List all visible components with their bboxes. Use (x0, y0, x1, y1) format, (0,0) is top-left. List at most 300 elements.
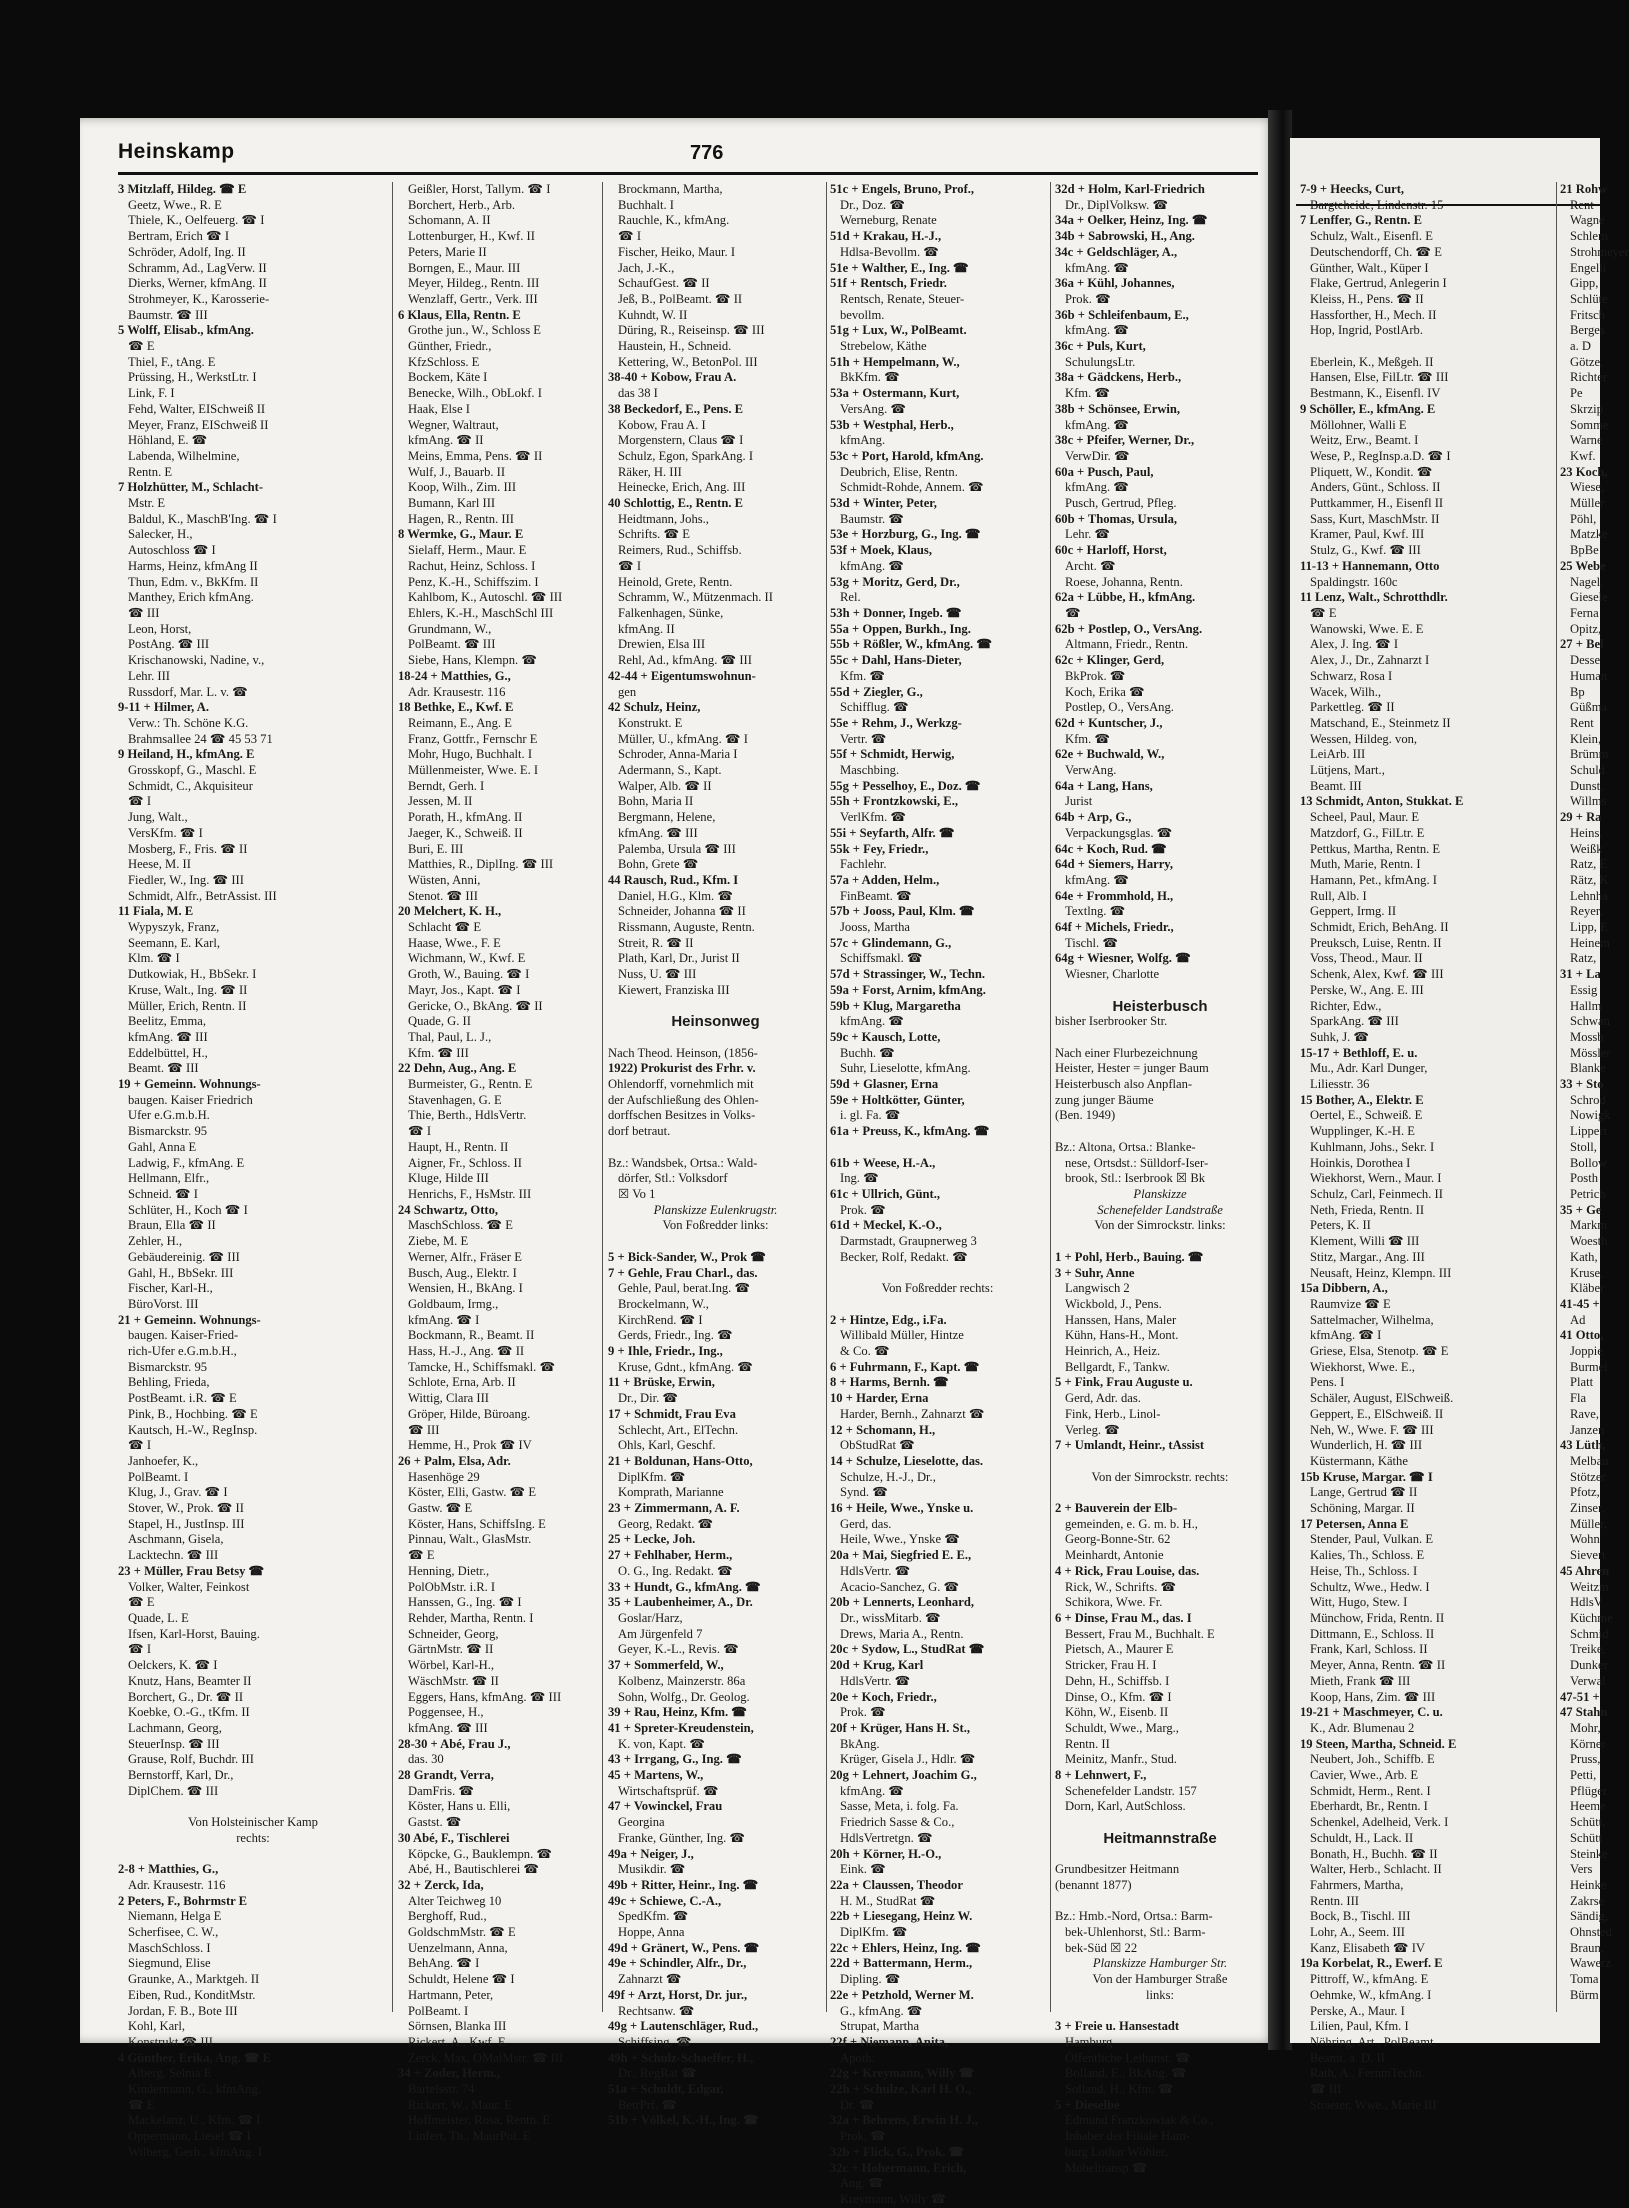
directory-line: 11 Lenz, Walt., Schrotthdlr. (1300, 590, 1448, 605)
directory-line: 23 Koch, (1560, 464, 1608, 479)
directory-line: MaschSchloss. I (128, 1940, 211, 1955)
directory-line: Goldbaum, Irmg., (408, 1296, 499, 1311)
directory-line: 42-44 + Eigentumswohnun- (608, 668, 756, 683)
directory-line: Wilberg, Gerh., kfmAng. I (128, 2144, 262, 2159)
directory-line: Gastst. ☎ (408, 1815, 462, 1830)
directory-line: Strohmeyer, K., Karosserie- (128, 291, 270, 306)
directory-line: Bonath, H., Buchh. ☎ II (1310, 1846, 1438, 1861)
directory-line: 55f + Schmidt, Herwig, (830, 747, 955, 762)
directory-line: 51a + Schuldt, Edgar, (608, 2082, 724, 2097)
directory-line: ☎ III (1310, 2082, 1342, 2097)
directory-line: Rave, (1570, 1406, 1600, 1421)
directory-line: 5 + Bick-Sander, W., Prok ☎ (608, 1249, 766, 1264)
directory-line: i. gl. Fa. ☎ (840, 1108, 901, 1123)
directory-line: 6 Klaus, Ella, Rentn. E (398, 307, 521, 322)
directory-line: 4 + Rick, Frau Louise, das. (1055, 1563, 1200, 1578)
directory-line: Griese, Elsa, Stenotp. ☎ E (1310, 1344, 1449, 1359)
directory-column-3 (608, 182, 823, 2128)
directory-line: Labenda, Wilhelmine, (128, 448, 240, 463)
directory-line: bek-Uhlenhorst, Stl.: Barm- (1065, 1925, 1206, 1940)
directory-line: Eddelbüttel, H., (128, 1045, 208, 1060)
directory-line: Köpcke, G., Bauklempn. ☎ (408, 1846, 553, 1861)
directory-line: 59b + Klug, Margaretha (830, 998, 961, 1013)
directory-line: Ohlendorff, vornehmlich mit (608, 1077, 754, 1092)
directory-line: Bargteheide, Lindenstr. 15 (1310, 197, 1444, 212)
directory-line: 7 + Umlandt, Heinr., tAssist (1055, 1438, 1205, 1453)
directory-line: Poggensee, H., (408, 1705, 484, 1720)
directory-line: 17 + Schmidt, Frau Eva (608, 1406, 736, 1421)
directory-line: Human (1570, 668, 1608, 683)
directory-line (118, 1799, 388, 1815)
directory-line: Koop, Hans, Zim. ☎ III (1310, 1689, 1436, 1704)
directory-line: 45 Ahren (1560, 1563, 1610, 1578)
directory-line: 20e + Koch, Friedr., (830, 1689, 937, 1704)
directory-line: Sass, Kurt, MaschMstr. II (1310, 511, 1440, 526)
directory-line: (Ben. 1949) (1055, 1108, 1116, 1123)
directory-line: Toma (1570, 1972, 1599, 1987)
directory-line: 47 Stahn (1560, 1705, 1608, 1720)
page-number: 776 (690, 142, 724, 164)
directory-line: Meins, Emma, Pens. ☎ II (408, 448, 543, 463)
directory-line: Schröder, Adolf, Ing. II (128, 244, 246, 259)
running-title: Heinskamp (118, 140, 235, 163)
directory-line: Mackelanz, U., Kfm. ☎ I (128, 2113, 261, 2128)
directory-line: Braun, Ella ☎ II (128, 1218, 216, 1233)
directory-line: 31 + La (1560, 967, 1601, 982)
directory-line: Gehle, Paul, berat.Ing. ☎ (618, 1281, 751, 1296)
directory-line: Salecker, H., (128, 527, 193, 542)
directory-line: Schmid (1570, 1626, 1609, 1641)
directory-line: Hemme, H., Prok ☎ IV (408, 1438, 532, 1453)
directory-line: 36a + Kühl, Johannes, (1055, 276, 1175, 291)
directory-line: Baumstr. ☎ III (128, 307, 208, 322)
directory-line: 51d + Krakau, H.-J., (830, 229, 942, 244)
directory-line: Mosberg, F., Fris. ☎ II (128, 841, 248, 856)
directory-line: Kanz, Elisabeth ☎ IV (1310, 1940, 1426, 1955)
directory-line: 9 Heiland, H., kfmAng. E (118, 747, 255, 762)
directory-line: Schiffsing. ☎ (618, 2034, 692, 2049)
directory-line: Rath, A., FernmTechn. (1310, 2066, 1425, 2081)
directory-line: Burmei (1570, 1359, 1608, 1374)
directory-line (608, 1140, 823, 1156)
directory-line: Gericke, O., BkAng. ☎ II (408, 998, 543, 1013)
directory-line: 22d + Battermann, Herm., (830, 1956, 973, 1971)
directory-line: Möllohner, Walli E (1310, 417, 1407, 432)
directory-line: Kobow, Frau A. I (618, 417, 706, 432)
directory-line: 22g + Kreymann, Willy ☎ (830, 2066, 975, 2081)
directory-line: Wörbel, Karl-H., (408, 1658, 495, 1673)
directory-line: kfmAng. ☎ (1065, 872, 1129, 887)
directory-line: kfmAng. ☎ (1065, 417, 1129, 432)
directory-line: Prok. ☎ (840, 2129, 886, 2144)
directory-line: G., kfmAng. ☎ (840, 2003, 923, 2018)
directory-line: Dittmann, E., Schloss. II (1310, 1626, 1435, 1641)
directory-line: Ufer e.G.m.b.H. (128, 1108, 210, 1123)
directory-line: Ang. ☎ (840, 2176, 884, 2191)
directory-line: kfmAng. ☎ II (408, 433, 484, 448)
directory-line: KfzSchloss. E (408, 354, 480, 369)
directory-line: Steinke (1570, 1846, 1608, 1861)
directory-column-5 (1055, 182, 1265, 2175)
directory-line: Von der Simrockstr. links: (1094, 1218, 1226, 1233)
directory-line: VerlKfm. ☎ (840, 810, 907, 825)
directory-line: Meinitz, Manfr., Stud. (1065, 1752, 1177, 1767)
directory-line (830, 1266, 1045, 1282)
directory-line: Autoschloss ☎ I (128, 543, 216, 558)
directory-line: Hassforther, H., Mech. II (1310, 307, 1437, 322)
directory-line: 18 Bethke, E., Kwf. E (398, 700, 514, 715)
directory-line: Schlüter, H., Koch ☎ I (128, 1202, 248, 1217)
directory-line: Bellgardt, F., Tankw. (1065, 1359, 1170, 1374)
directory-line: Pinnau, Walt., GlasMstr. (408, 1532, 532, 1547)
directory-line: SchulungsLtr. (1065, 354, 1136, 369)
directory-line: Heinsonweg (671, 1013, 760, 1031)
directory-line: Jeß, B., PolBeamt. ☎ II (618, 291, 743, 306)
directory-line: Franke, Günther, Ing. ☎ (618, 1830, 746, 1845)
directory-line: Rent (1570, 715, 1594, 730)
directory-line: Neubert, Joh., Schiffb. E (1310, 1752, 1435, 1767)
directory-line: Dierks, Werner, kfmAng. II (128, 276, 267, 291)
directory-line: Eink. ☎ (840, 1862, 886, 1877)
directory-line: Dr., DiplVolksw. ☎ (1065, 197, 1169, 212)
directory-line: Stender, Paul, Vulkan. E (1310, 1532, 1434, 1547)
directory-line: 44 Rausch, Rud., Kfm. I (608, 872, 739, 887)
directory-line: Von Holsteinischer Kamp (188, 1815, 318, 1830)
directory-line: 51e + Walther, E., Ing. ☎ (830, 260, 969, 275)
directory-line: Kohl, Karl, (128, 2019, 186, 2034)
directory-line: Gerds, Friedr., Ing. ☎ (618, 1328, 733, 1343)
directory-line: Hallm (1570, 998, 1602, 1013)
directory-line: Wenzlaff, Gertr., Verk. III (408, 291, 538, 306)
directory-line: Wirtschaftsprüf. ☎ (618, 1783, 719, 1798)
directory-line: Synd. ☎ (840, 1485, 888, 1500)
directory-line: Schmidt, Herm., Rent. I (1310, 1783, 1431, 1798)
directory-line: Nuss, U. ☎ III (618, 967, 697, 982)
directory-line: Bockem, Käte I (408, 370, 488, 385)
directory-line: Schneider, Johanna ☎ II (618, 904, 746, 919)
directory-line: Richter (1570, 370, 1608, 385)
directory-line: 59c + Kausch, Lotte, (830, 1029, 941, 1044)
directory-line: Hanssen, G., Ing. ☎ I (408, 1595, 522, 1610)
directory-line: Eiben, Rud., KonditMstr. (128, 1987, 256, 2002)
directory-line: Anders, Günt., Schloss. II (1310, 480, 1441, 495)
directory-line: 53f + Moek, Klaus, (830, 543, 932, 558)
directory-line: 55b + Rößler, W., kfmAng. ☎ (830, 637, 993, 652)
directory-line: Kfm. ☎ III (408, 1045, 469, 1060)
directory-line: Reyer, (1570, 904, 1603, 919)
directory-line: 5 + Dieselbe (1055, 2097, 1120, 2112)
directory-line: Heile, Wwe., Ynske ☎ (840, 1532, 960, 1547)
directory-line (1055, 1847, 1265, 1863)
directory-line: 60c + Harloff, Horst, (1055, 543, 1167, 558)
directory-line: Schuldt, Wwe., Marg., (1065, 1720, 1179, 1735)
directory-line: Buchhalt. I (618, 197, 674, 212)
directory-line: bek-Süd ☒ 22 (1065, 1940, 1138, 1955)
directory-line: Janhoefer, K., (128, 1453, 199, 1468)
directory-line: Geetz, Wwe., R. E (128, 197, 222, 212)
directory-line: Braun, (1570, 1940, 1604, 1955)
directory-line: 53d + Winter, Peter, (830, 496, 937, 511)
directory-line: Solland, H., Kfm. ☎ (1065, 2082, 1174, 2097)
directory-line (608, 1030, 823, 1046)
directory-line: Bertram, Erich ☎ I (128, 229, 230, 244)
directory-line: Oelckers, K. ☎ I (128, 1658, 218, 1673)
directory-line: Geyer, K.-L., Revis. ☎ (618, 1642, 739, 1657)
directory-line: Groth, W., Bauing. ☎ I (408, 967, 530, 982)
directory-line: BetrPrf. ☎ (618, 2097, 678, 2112)
directory-line: WäschMstr. ☎ II (408, 1673, 499, 1688)
directory-line: Adr. Krausestr. 116 (408, 684, 506, 699)
directory-line: Harms, Heinz, kfmAng II (128, 558, 258, 573)
directory-line: Koebke, O.-G., tKfm. II (128, 1705, 250, 1720)
directory-line: Bessert, Frau M., Buchhalt. E (1065, 1626, 1215, 1641)
directory-line: 43 Lüth, (1560, 1438, 1606, 1453)
directory-line: Leon, Horst, (128, 621, 192, 636)
directory-line: Prüssing, H., WerkstLtr. I (128, 370, 257, 385)
directory-line: Kfm. ☎ (1065, 731, 1111, 746)
directory-line: Schenkel, Adelheid, Verk. I (1310, 1815, 1449, 1830)
directory-line: 64g + Wiesner, Wolfg. ☎ (1055, 951, 1191, 966)
directory-line: HdlsVertretgn. ☎ (840, 1830, 933, 1845)
directory-line: 64e + Frommhold, H., (1055, 888, 1174, 903)
directory-line: 36c + Puls, Kurt, (1055, 339, 1146, 354)
directory-line: Werner, Alfr., Fräser E (408, 1249, 522, 1264)
directory-line: Münchow, Frida, Rentn. II (1310, 1610, 1445, 1625)
directory-line: 22 Dehn, Aug., Ang. E (398, 1061, 517, 1076)
directory-line: Pusch, Gertrud, Pfleg. (1065, 496, 1177, 511)
directory-line: Schrifts. ☎ E (618, 527, 691, 542)
directory-line: 32a + Behrens, Erwin H. J., (830, 2113, 978, 2128)
directory-line: K., Adr. Blumenau 2 (1310, 1720, 1415, 1735)
directory-line: Kuhlmann, Johs., Sekr. I (1310, 1139, 1435, 1154)
directory-line: Schmidt, C., Akquisiteur (128, 778, 253, 793)
directory-line: ☎ I (408, 1124, 432, 1139)
directory-line: SparkAng. ☎ III (1310, 1014, 1399, 1029)
directory-line: Fehd, Walter, EISchweiß II (128, 401, 266, 416)
directory-line: kfmAng. ☎ (840, 1014, 904, 1029)
directory-line: Wese, P., RegInsp.a.D. ☎ I (1310, 448, 1451, 463)
directory-line: Bartelsstr. 74 (408, 2082, 475, 2097)
directory-line: 25 Webe (1560, 558, 1606, 573)
directory-line: 55h + Frontzkowski, E., (830, 794, 959, 809)
directory-line: (benannt 1877) (1055, 1877, 1132, 1892)
directory-line: Eberlein, K., Meßgeh. II (1310, 354, 1434, 369)
directory-line: Tamcke, H., Schiffsmakl. ☎ (408, 1359, 556, 1374)
directory-line: Thal, Paul, L. J., (408, 1029, 492, 1044)
directory-line: 23 + Müller, Frau Betsy ☎ (118, 1563, 265, 1578)
directory-line: Falkenhagen, Sünke, (618, 605, 724, 620)
directory-line: Suhr, Lieselotte, kfmAng. (840, 1061, 971, 1076)
directory-line: Jordan, F. B., Bote III (128, 2003, 238, 2018)
directory-line: Acacio-Sanchez, G. ☎ (840, 1579, 960, 1594)
directory-line: kfmAng. ☎ I (1310, 1328, 1382, 1343)
directory-line: Fischer, Heiko, Maur. I (618, 244, 736, 259)
directory-line: Schlüte (1570, 291, 1608, 306)
directory-line: & Co. ☎ (840, 1344, 890, 1359)
directory-line: Grundmann, W., (408, 621, 492, 636)
directory-line: 53b + Westphal, Herb., (830, 417, 954, 432)
directory-line: Schenk, Alex, Kwf. ☎ III (1310, 967, 1444, 982)
directory-line: Geppert, E., ElSchweiß. II (1310, 1406, 1444, 1421)
directory-line: Henning, Dietr., (408, 1563, 490, 1578)
directory-line: Blanke (1570, 1061, 1606, 1076)
directory-line: Zinser, (1570, 1501, 1605, 1516)
directory-line: 27 + Bel (1560, 637, 1604, 652)
directory-line: Nöhring, Art., PolBeamt. (1310, 2034, 1437, 2049)
directory-line: Öffentliche Leihanst. ☎ (1065, 2050, 1191, 2065)
directory-line: Perske, A., Maur. I (1310, 2003, 1405, 2018)
directory-line: Oertel, E., Schweiß. E (1310, 1108, 1423, 1123)
directory-line: Schuld (1570, 763, 1605, 778)
directory-line: Schlecht, Art., ElTechn. (618, 1422, 739, 1437)
directory-line: Meyer, Anna, Rentn. ☎ II (1310, 1658, 1446, 1673)
directory-line (1055, 983, 1265, 999)
directory-line: Wiekhorst, Wern., Maur. I (1310, 1171, 1442, 1186)
directory-line: PolBeamt. ☎ III (408, 637, 496, 652)
directory-line: Matthies, R., DiplIng. ☎ III (408, 857, 554, 872)
directory-line: Von Foßredder rechts: (881, 1281, 994, 1296)
directory-line: Darmstadt, Graupnerweg 3 (840, 1234, 977, 1249)
directory-line: Lohr, A., Seem. III (1310, 1925, 1405, 1940)
directory-line: Uenzelmann, Anna, (408, 1940, 508, 1955)
directory-line: Schmidt, Alfr., BetrAssist. III (128, 888, 277, 903)
directory-line (830, 1140, 1045, 1156)
directory-line: der Aufschließung des Ohlen- (608, 1092, 759, 1107)
directory-line: Sievert (1570, 1548, 1606, 1563)
directory-line: Alex, J. Ing. ☎ I (1310, 637, 1399, 652)
directory-line: Eberhardt, Br., Rentn. I (1310, 1799, 1428, 1814)
directory-line: 59e + Holtkötter, Günter, (830, 1092, 965, 1107)
directory-line: Baldul, K., MaschB'Ing. ☎ I (128, 511, 277, 526)
directory-line: Kfm. ☎ (1065, 386, 1111, 401)
directory-line: Ad (1570, 1312, 1586, 1327)
directory-line: Rauchle, K., kfmAng. (618, 213, 730, 228)
directory-line: Verpackungsglas. ☎ (1065, 825, 1173, 840)
directory-line: Woesth (1570, 1234, 1608, 1249)
directory-line: Bp (1570, 684, 1585, 699)
directory-line: Dinse, O., Kfm. ☎ I (1065, 1689, 1172, 1704)
directory-line: Weitzm (1570, 1579, 1609, 1594)
directory-line: Sohn, Wolfg., Dr. Geolog. (618, 1689, 750, 1704)
directory-line: Hartmann, Peter, (408, 1987, 494, 2002)
directory-line: Müller, (1570, 1516, 1607, 1531)
directory-line: 15a Dibbern, A., (1300, 1281, 1388, 1296)
directory-line: Lacktechn. ☎ III (128, 1548, 219, 1563)
directory-line: 49f + Arzt, Horst, Dr. jur., (608, 1987, 748, 2002)
directory-line: Rentn. E (128, 464, 173, 479)
directory-line: 1922) Prokurist des Frhr. v. (608, 1061, 756, 1076)
directory-line: 64b + Arp, G., (1055, 810, 1132, 825)
directory-line: Heinold, Grete, Rentn. (618, 574, 733, 589)
directory-line: Haustein, H., Schneid. (618, 339, 732, 354)
directory-line: Wulf, J., Bauarb. II (408, 464, 506, 479)
directory-line: Vertr. ☎ (840, 731, 887, 746)
directory-line: PolBeamt. I (408, 2003, 469, 2018)
directory-line: Knutz, Hans, Beamter II (128, 1673, 252, 1688)
directory-line: Eggers, Hans, kfmAng. ☎ III (408, 1689, 562, 1704)
directory-line: Link, F. I (128, 386, 175, 401)
directory-line: Kolbenz, Mainzerstr. 86a (618, 1673, 746, 1688)
directory-line: VersKfm. ☎ I (128, 825, 203, 840)
directory-line: Gerd, das. (840, 1516, 892, 1531)
directory-line: rich-Ufer e.G.m.b.H., (128, 1344, 237, 1359)
directory-line: Gastw. ☎ E (408, 1501, 473, 1516)
directory-line: Hoinkis, Dorothea I (1310, 1155, 1411, 1170)
directory-line: Müller, U., kfmAng. ☎ I (618, 731, 748, 746)
directory-line: Scheel, Paul, Maur. E (1310, 810, 1420, 825)
directory-line: bevollm. (840, 307, 885, 322)
directory-line: 22b + Liesegang, Heinz W. (830, 1909, 973, 1924)
directory-line: 28 Grandt, Verra, (398, 1768, 494, 1783)
directory-line: Thie, Berth., HdlsVertr. (408, 1108, 527, 1123)
directory-line: 3 + Freie u. Hansestadt (1055, 2019, 1180, 2034)
directory-line: 22e + Petzhold, Werner M. (830, 1987, 974, 2002)
directory-line: Volker, Walter, Feinkost (128, 1579, 250, 1594)
directory-line: Abé, H., Bautischlerei ☎ (408, 1862, 540, 1877)
directory-line: Meinhardt, Antonie (1065, 1548, 1164, 1563)
directory-line: 20b + Lennerts, Leonhard, (830, 1595, 974, 1610)
directory-line: ☎ III (128, 605, 160, 620)
directory-line: Schmidt, Erich, BehAng. II (1310, 920, 1449, 935)
directory-line: Wegner, Waltraut, (408, 417, 499, 432)
directory-line: ☎ E (128, 2097, 155, 2112)
directory-line: Thun, Edm. v., BkKfm. II (128, 574, 259, 589)
directory-line: Köhn, W., Eisenb. II (1065, 1705, 1169, 1720)
directory-line: 2-8 + Matthies, G., (118, 1862, 219, 1877)
directory-line: Kruse, Walt., Ing. ☎ II (128, 982, 248, 997)
directory-line: Ferna (1570, 605, 1599, 620)
directory-line: 11 Fiala, M. E (118, 904, 194, 919)
directory-line: Haupt, H., Rentn. II (408, 1139, 509, 1154)
directory-line: das 38 I (618, 386, 658, 401)
directory-line: Nach Theod. Heinson, (1856- (608, 1045, 758, 1060)
directory-line: Drewien, Elsa III (618, 637, 706, 652)
directory-line: Graunke, A., Marktgeh. II (128, 1972, 260, 1987)
directory-line: Planskizze Eulenkrugstr. (653, 1202, 778, 1217)
directory-line: Verleg. ☎ (1065, 1422, 1120, 1437)
directory-line: Dr. ☎ (840, 2097, 875, 2112)
directory-line: 55c + Dahl, Hans-Dieter, (830, 653, 962, 668)
directory-line: Heinrich, A., Heiz. (1065, 1344, 1161, 1359)
directory-line: Pink, B., Hochbing. ☎ E (128, 1406, 258, 1421)
directory-line: Bolland, E., BkAng. ☎ (1065, 2066, 1187, 2081)
directory-line: baugen. Kaiser Friedrich (128, 1092, 253, 1107)
directory-line: Körner (1570, 1736, 1606, 1751)
directory-line: Brümm (1570, 747, 1609, 762)
directory-line: Stenot. ☎ III (408, 888, 478, 903)
directory-line: Planskizze (1133, 1187, 1187, 1201)
directory-line: MaschSchloss. ☎ E (408, 1218, 513, 1233)
directory-line: 47-51 + (1560, 1689, 1600, 1704)
directory-line: BpBe (1570, 543, 1599, 558)
directory-line: Lehr. III (128, 668, 170, 683)
directory-line: Posth (1570, 1171, 1598, 1186)
directory-line: 62a + Lübbe, H., kfmAng. (1055, 590, 1196, 605)
directory-line: 41 Otto, (1560, 1328, 1604, 1343)
directory-line: 19-21 + Maschmeyer, C. u. (1300, 1705, 1443, 1720)
directory-line: Liliesstr. 36 (1310, 1077, 1370, 1092)
directory-line: Busch, Aug., Elektr. I (408, 1265, 517, 1280)
directory-line: Werneburg, Renate (840, 213, 937, 228)
directory-line: Neh, W., Wwe. F. ☎ III (1310, 1422, 1434, 1437)
column-divider (602, 182, 603, 2012)
directory-line: baugen. Kaiser-Fried- (128, 1328, 239, 1343)
directory-line: Wüsten, Anni, (408, 872, 481, 887)
directory-line: Berndt, Gerh. I (408, 778, 485, 793)
directory-line: Mu., Adr. Karl Dunger, (1310, 1061, 1428, 1076)
directory-line: K. von, Kapt. ☎ (618, 1736, 706, 1751)
directory-line: Treike, (1570, 1642, 1606, 1657)
